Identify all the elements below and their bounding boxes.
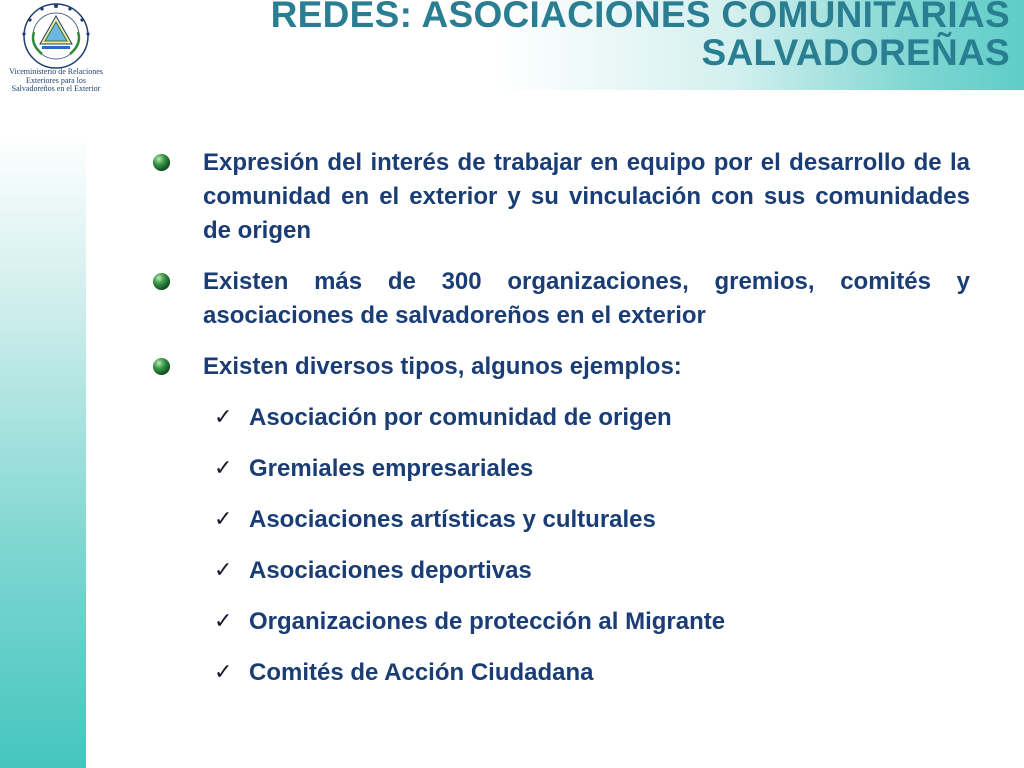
government-logo bbox=[2, 0, 110, 96]
example-item bbox=[150, 401, 970, 435]
example-text: Organizaciones de protección al Migrante bbox=[249, 608, 726, 635]
checkmark-icon: ✓ bbox=[214, 609, 233, 634]
slide-title-line: REDES: ASOCIACIONES COMUNITARIAS bbox=[270, 0, 1010, 35]
slide-title-line: SALVADOREÑAS bbox=[701, 32, 1010, 73]
bullet-text: Existen diversos tipos, algunos ejemplos: bbox=[203, 353, 682, 380]
logo-caption bbox=[2, 68, 110, 94]
checkmark-icon: ✓ bbox=[214, 660, 233, 685]
bullet-text: Existen más de 300 organizaciones, gremios, comités y asociaciones de salvadoreños en el exterior bbox=[203, 268, 970, 329]
green-sphere-bullet-icon bbox=[152, 153, 171, 172]
example-text: Asociación por comunidad de origen bbox=[249, 404, 672, 431]
bullet-item bbox=[150, 265, 970, 333]
coat-of-arms-icon bbox=[12, 2, 100, 72]
logo-caption-line: Exteriores para los bbox=[26, 75, 86, 85]
green-sphere-bullet-icon bbox=[152, 357, 171, 376]
green-sphere-bullet-icon bbox=[152, 272, 171, 291]
example-item bbox=[150, 452, 970, 486]
example-item bbox=[150, 605, 970, 639]
left-decorative-bar bbox=[0, 133, 86, 768]
logo-caption-line: Viceministerio de Relaciones bbox=[9, 67, 103, 76]
checkmark-icon: ✓ bbox=[214, 456, 233, 481]
example-item bbox=[150, 503, 970, 537]
example-text: Asociaciones artísticas y culturales bbox=[249, 506, 656, 533]
checkmark-icon: ✓ bbox=[214, 507, 233, 532]
bullet-item bbox=[150, 146, 970, 248]
example-text: Comités de Acción Ciudadana bbox=[249, 659, 594, 686]
checkmark-icon: ✓ bbox=[214, 405, 233, 430]
bullet-text: Expresión del interés de trabajar en equipo por el desarrollo de la comunidad en el exterior y su vinculación con sus comunidades de origen bbox=[203, 149, 970, 244]
bullet-item bbox=[150, 350, 970, 384]
checkmark-icon: ✓ bbox=[214, 558, 233, 583]
slide-title bbox=[271, 0, 1010, 72]
example-item bbox=[150, 554, 970, 588]
example-text: Gremiales empresariales bbox=[249, 455, 534, 482]
logo-caption-line: Salvadoreños en el Exterior bbox=[11, 84, 101, 94]
slide-body bbox=[150, 146, 970, 707]
example-text: Asociaciones deportivas bbox=[249, 557, 532, 584]
example-item bbox=[150, 656, 970, 690]
